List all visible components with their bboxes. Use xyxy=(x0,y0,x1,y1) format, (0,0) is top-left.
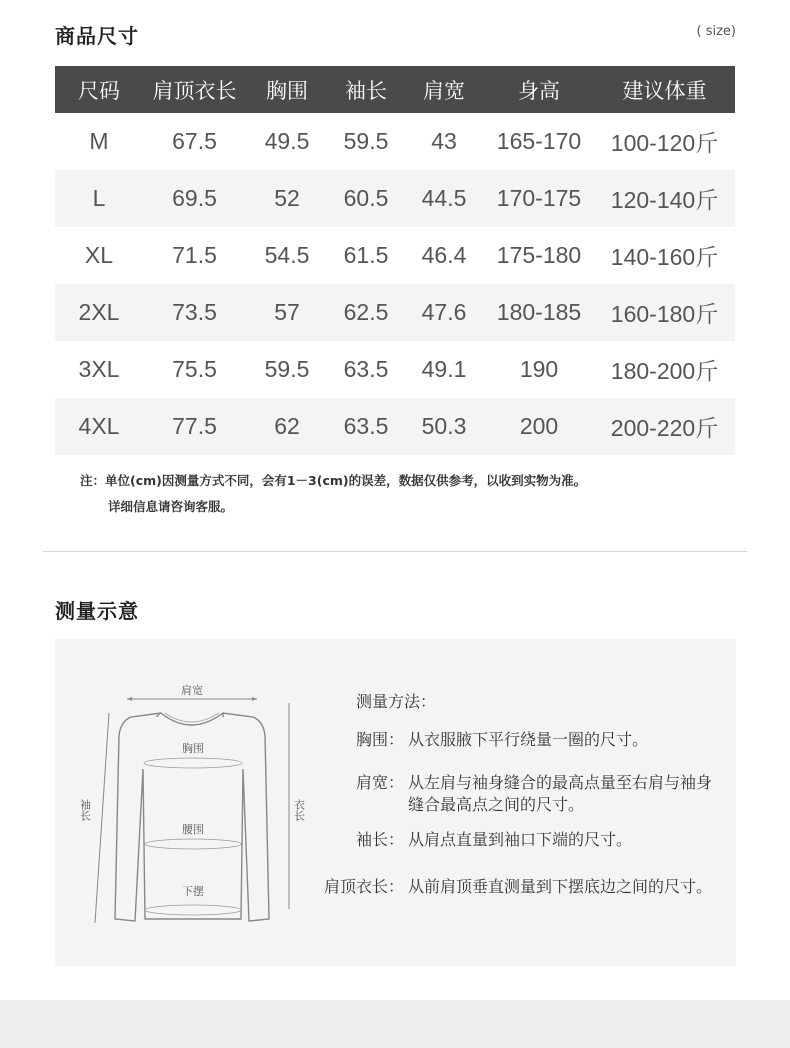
note-line-1: 注：单位(cm)因测量方式不同，会有1－3(cm)的误差，数据仅供参考，以收到实物为准。 xyxy=(80,473,587,488)
bottom-band xyxy=(0,1000,790,1048)
table-cell: 57 xyxy=(246,284,328,341)
col-header-sleeve: 袖长 xyxy=(328,66,404,113)
table-cell: 175-180 xyxy=(496,242,582,268)
label-shoulder: 肩宽 xyxy=(181,684,203,697)
table-cell: 63.5 xyxy=(343,356,389,382)
table-cell: 49.1 xyxy=(421,356,467,382)
col-header-weight: 建议体重 xyxy=(594,66,735,113)
table-cell: M xyxy=(89,128,109,154)
table-cell: 60.5 xyxy=(328,170,404,227)
table-cell: 75.5 xyxy=(172,356,217,382)
table-header-row xyxy=(55,66,735,113)
table-cell: 43 xyxy=(431,128,457,154)
col-header-size: 尺码 xyxy=(55,66,143,113)
table-cell: 190 xyxy=(519,356,559,382)
measure-title: 测量示意 xyxy=(55,599,139,623)
shirt-diagram xyxy=(75,679,315,929)
table-cell: 120-140斤 xyxy=(594,170,735,227)
sleeve-measure-line xyxy=(95,713,109,923)
table-cell: 3XL xyxy=(78,356,120,382)
label-waist: 腰围 xyxy=(182,823,204,836)
table-cell: 200-220斤 xyxy=(594,398,735,455)
shirt-collar xyxy=(161,713,223,725)
col-header-shoulder: 肩宽 xyxy=(404,66,484,113)
method-text: 从左肩与袖身缝合的最高点量至右肩与袖身缝合最高点之间的尺寸。 xyxy=(408,773,713,814)
table-cell: 49.5 xyxy=(264,128,310,154)
table-cell: 50.3 xyxy=(404,398,484,455)
method-text: 从衣服腋下平行绕量一圈的尺寸。 xyxy=(408,730,649,749)
arrow-left-icon xyxy=(127,697,132,701)
table-cell: XL xyxy=(84,242,114,268)
table-cell: 54.5 xyxy=(264,242,310,268)
table-row xyxy=(55,284,735,341)
label-chest: 胸围 xyxy=(182,742,204,755)
method-label: 胸围： xyxy=(355,730,404,749)
size-tag: ( size) xyxy=(696,24,736,39)
table-cell: 69.5 xyxy=(143,170,246,227)
table-cell: 47.6 xyxy=(404,284,484,341)
col-header-length: 肩顶衣长 xyxy=(143,66,246,113)
table-cell: 165-170 xyxy=(496,128,582,154)
table-cell: 52 xyxy=(246,170,328,227)
table-cell: 100-120斤 xyxy=(610,130,719,156)
table-cell: L xyxy=(55,170,143,227)
method-label: 袖长： xyxy=(355,830,404,849)
method-title: 测量方法： xyxy=(356,692,437,711)
table-cell: 200 xyxy=(484,398,594,455)
table-cell: 4XL xyxy=(55,398,143,455)
table-cell: 73.5 xyxy=(143,284,246,341)
label-sleeve: 袖长 xyxy=(78,799,92,821)
table-cell: 44.5 xyxy=(404,170,484,227)
method-label: 肩宽： xyxy=(355,773,404,792)
col-header-height: 身高 xyxy=(484,66,594,113)
note-line-2: 详细信息请咨询客服。 xyxy=(108,499,234,514)
section-divider xyxy=(43,551,747,552)
table-cell: 59.5 xyxy=(343,128,389,154)
table-cell: 140-160斤 xyxy=(610,244,719,270)
label-hem: 下摆 xyxy=(182,885,204,898)
table-cell: 170-175 xyxy=(484,170,594,227)
label-length: 衣长 xyxy=(292,799,306,821)
table-cell: 71.5 xyxy=(172,242,217,268)
method-text: 从肩点直量到袖口下端的尺寸。 xyxy=(408,830,633,849)
table-row xyxy=(55,341,735,398)
method-text: 从前肩顶垂直测量到下摆底边之间的尺寸。 xyxy=(408,877,713,896)
hem-measure-line xyxy=(145,905,241,915)
product-size-title: 商品尺寸 xyxy=(55,24,139,48)
measurement-note xyxy=(80,468,586,520)
table-cell: 180-185 xyxy=(484,284,594,341)
table-cell: 62.5 xyxy=(328,284,404,341)
table-cell: 62 xyxy=(246,398,328,455)
size-table xyxy=(55,66,735,455)
table-row xyxy=(55,170,735,227)
table-cell: 67.5 xyxy=(172,128,217,154)
table-cell: 2XL xyxy=(55,284,143,341)
table-cell: 160-180斤 xyxy=(594,284,735,341)
table-cell: 77.5 xyxy=(143,398,246,455)
table-cell: 61.5 xyxy=(343,242,389,268)
table-cell: 46.4 xyxy=(421,242,467,268)
table-cell: 59.5 xyxy=(264,356,310,382)
measure-panel xyxy=(55,639,736,966)
table-row xyxy=(55,227,735,284)
table-row xyxy=(55,113,735,170)
arrow-right-icon xyxy=(252,697,257,701)
table-row xyxy=(55,398,735,455)
col-header-chest: 胸围 xyxy=(246,66,328,113)
method-label: 肩顶衣长： xyxy=(323,877,404,896)
table-cell: 63.5 xyxy=(328,398,404,455)
table-cell: 180-200斤 xyxy=(610,358,719,384)
chest-measure-line xyxy=(144,758,242,768)
waist-measure-line xyxy=(145,839,241,849)
